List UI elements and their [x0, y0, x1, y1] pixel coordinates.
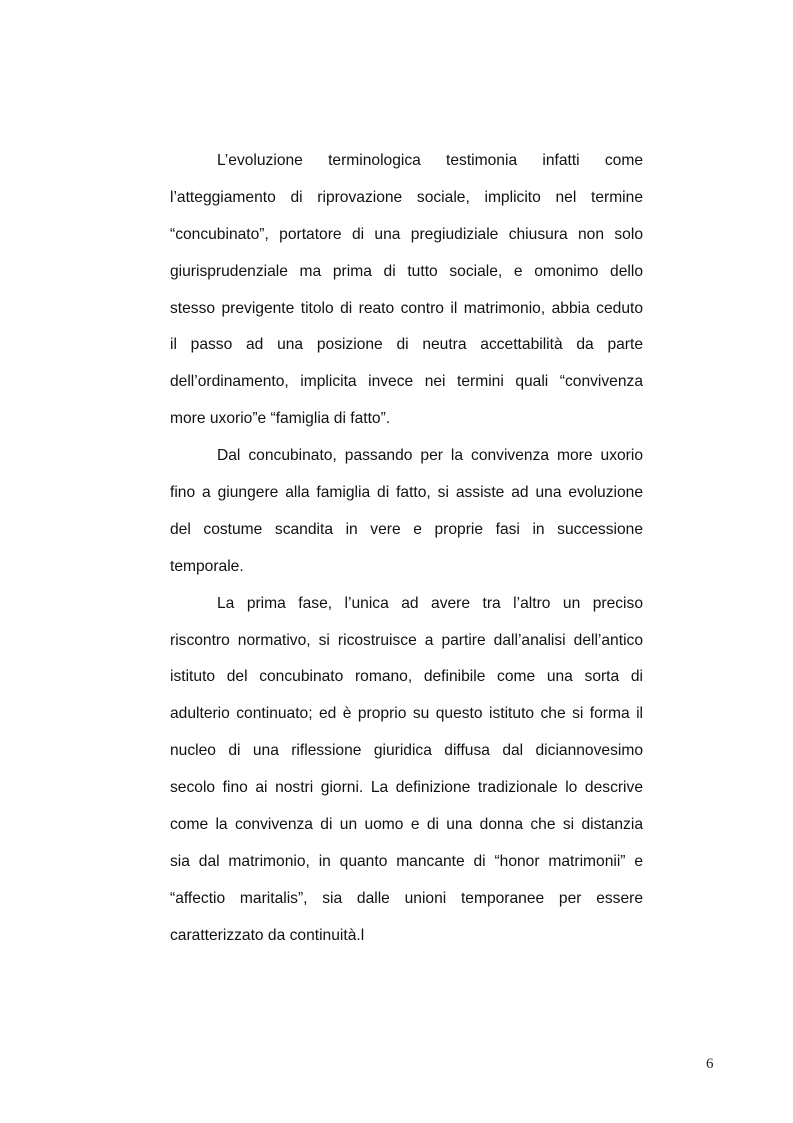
text-line: il passo ad una posizione di neutra accettabilità da parte — [170, 336, 643, 354]
text-line: “affectio maritalis”, sia dalle unioni temporanee per essere — [170, 889, 643, 907]
text-line: l’atteggiamento di riprovazione sociale, implicito nel termine — [170, 188, 643, 206]
paragraph-3 — [170, 586, 643, 955]
text-line: more uxorio”e “famiglia di fatto”. — [170, 410, 391, 428]
text-line: caratterizzato da continuità.l — [170, 926, 365, 944]
text-line: nucleo di una riflessione giuridica diffusa dal diciannovesimo — [170, 742, 643, 760]
text-line: come la convivenza di un uomo e di una donna che si distanzia — [170, 816, 643, 834]
text-line: adulterio continuato; ed è proprio su questo istituto che si forma il — [170, 705, 643, 723]
text-line: riscontro normativo, si ricostruisce a partire dall’analisi dell’antico — [170, 631, 643, 649]
text-line: temporale. — [170, 557, 244, 575]
text-line: “concubinato”, portatore di una pregiudiziale chiusura non solo — [170, 225, 643, 243]
text-line: sia dal matrimonio, in quanto mancante di “honor matrimonii” e — [170, 852, 643, 870]
text-line: fino a giungere alla famiglia di fatto, si assiste ad una evoluzione — [170, 484, 643, 502]
text-line: Dal concubinato, passando per la convivenza more uxorio — [217, 447, 643, 465]
text-line: istituto del concubinato romano, definibile come una sorta di — [170, 668, 643, 686]
text-line: giurisprudenziale ma prima di tutto sociale, e omonimo dello — [170, 262, 643, 280]
page-number: 6 — [706, 1056, 714, 1072]
text-line: dell’ordinamento, implicita invece nei termini quali “convivenza — [170, 373, 643, 391]
text-line: secolo fino ai nostri giorni. La definizione tradizionale lo descrive — [170, 779, 643, 797]
text-line: L’evoluzione terminologica testimonia infatti come — [217, 152, 643, 169]
text-line: La prima fase, l’unica ad avere tra l’altro un preciso — [217, 594, 643, 612]
paragraph-2 — [170, 438, 643, 586]
text-line: stesso previgente titolo di reato contro il matrimonio, abbia ceduto — [170, 299, 643, 317]
body-text — [170, 143, 643, 955]
text-line: del costume scandita in vere e proprie fasi in successione — [170, 520, 643, 538]
paragraph-1 — [170, 143, 643, 438]
